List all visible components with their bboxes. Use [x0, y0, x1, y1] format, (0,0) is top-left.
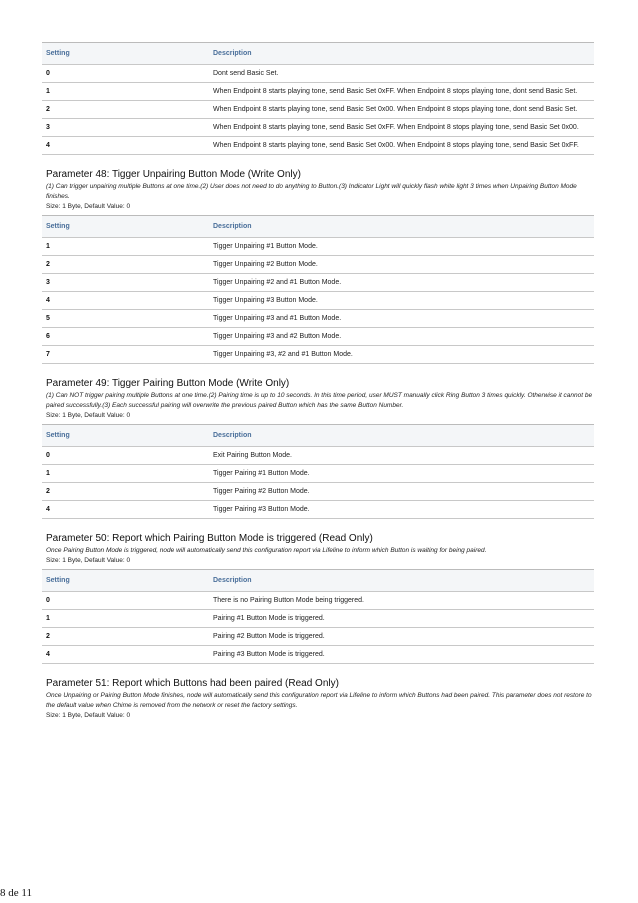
table-settings-parameter-47: [42, 42, 594, 155]
setting-value: 2: [42, 628, 209, 646]
setting-description: Tigger Unpairing #3 Button Mode.: [209, 292, 594, 310]
setting-description: Tigger Unpairing #3 and #2 Button Mode.: [209, 328, 594, 346]
table-settings-parameter-50: [42, 569, 594, 664]
setting-value: 6: [42, 328, 209, 346]
parameter-51-title: Parameter 51: Report which Buttons had been paired (Read Only): [46, 678, 339, 689]
setting-description: Tigger Pairing #3 Button Mode.: [209, 501, 594, 519]
parameter-49-description: (1) Can NOT trigger pairing multiple Buttons at one time.(2) Pairing time is up to 10 seconds. In this time period, user MUST manually click Ring Button 3 times quickly. Otherwise it cannot be paired successfully.(3) Each successful pairing will overwrite the previous paired Button which has the same Button Number.: [46, 392, 593, 409]
setting-value: 7: [42, 346, 209, 364]
table-settings-parameter-49: [42, 424, 594, 519]
table-header-row: [42, 425, 594, 447]
table-row: [42, 119, 594, 137]
setting-description: When Endpoint 8 starts playing tone, send Basic Set 0x00. When Endpoint 8 stops playing tone, send Basic Set 0xFF.: [209, 137, 594, 155]
setting-description: There is no Pairing Button Mode being triggered.: [209, 592, 594, 610]
setting-description: Pairing #2 Button Mode is triggered.: [209, 628, 594, 646]
setting-value: 0: [42, 65, 209, 83]
table-body: [42, 65, 594, 155]
parameter-49-section: [42, 378, 594, 519]
table-row: [42, 256, 594, 274]
parameter-49-size: Size: 1 Byte, Default Value: 0: [46, 412, 131, 419]
table-row: [42, 483, 594, 501]
parameter-50-section: [42, 533, 594, 664]
header-description: Description: [209, 43, 594, 65]
parameter-48-section: [42, 169, 594, 364]
parameter-51-section: [42, 678, 594, 721]
parameter-51-description: Once Unpairing or Pairing Button Mode finishes, node will automatically send this configuration report via Lifeline to inform which Buttons had been paired. This parameter does not restore to the default value when Chime is removed from the network or reset the factory settings.: [46, 692, 592, 709]
parameter-50-description: Once Pairing Button Mode is triggered, node will automatically send this configuration report via Lifeline to inform which Button is waiting for being paired.: [46, 547, 487, 554]
table-row: [42, 65, 594, 83]
setting-value: 2: [42, 101, 209, 119]
table-row: [42, 646, 594, 664]
table-row: [42, 592, 594, 610]
setting-value: 4: [42, 646, 209, 664]
parameter-48-description: (1) Can trigger unpairing multiple Buttons at one time.(2) User does not need to do anything to Button.(3) Indicator Light will quickly flash white light 3 times when Unpairing Button Mode finishes.: [46, 183, 577, 200]
setting-description: When Endpoint 8 starts playing tone, send Basic Set 0xFF. When Endpoint 8 stops playing tone, send Basic Set 0x00.: [209, 119, 594, 137]
header-setting: Setting: [42, 43, 209, 65]
header-description: Description: [209, 216, 594, 238]
setting-value: 1: [42, 465, 209, 483]
table-row: [42, 610, 594, 628]
setting-value: 4: [42, 501, 209, 519]
table-row: [42, 346, 594, 364]
table-header-row: [42, 570, 594, 592]
setting-description: Tigger Unpairing #2 Button Mode.: [209, 256, 594, 274]
setting-description: When Endpoint 8 starts playing tone, send Basic Set 0xFF. When Endpoint 8 stops playing tone, dont send Basic Set.: [209, 83, 594, 101]
setting-value: 3: [42, 119, 209, 137]
table-row: [42, 501, 594, 519]
table-row: [42, 447, 594, 465]
parameter-50-size: Size: 1 Byte, Default Value: 0: [46, 557, 131, 564]
setting-description: Tigger Unpairing #3 and #1 Button Mode.: [209, 310, 594, 328]
table-row: [42, 238, 594, 256]
table-row: [42, 274, 594, 292]
setting-description: Pairing #1 Button Mode is triggered.: [209, 610, 594, 628]
table-row: [42, 101, 594, 119]
table-header-row: [42, 216, 594, 238]
parameter-51-size: Size: 1 Byte, Default Value: 0: [46, 712, 131, 719]
setting-description: Pairing #3 Button Mode is triggered.: [209, 646, 594, 664]
table-row: [42, 328, 594, 346]
table-body: [42, 592, 594, 664]
parameter-48-title: Parameter 48: Tigger Unpairing Button Mode (Write Only): [46, 169, 301, 180]
setting-value: 1: [42, 83, 209, 101]
document-body: [42, 42, 594, 724]
setting-value: 0: [42, 447, 209, 465]
setting-description: Tigger Unpairing #3, #2 and #1 Button Mode.: [209, 346, 594, 364]
setting-description: Tigger Pairing #2 Button Mode.: [209, 483, 594, 501]
header-setting: Setting: [42, 216, 209, 238]
setting-description: Dont send Basic Set.: [209, 65, 594, 83]
setting-description: Tigger Pairing #1 Button Mode.: [209, 465, 594, 483]
table-settings-parameter-48: [42, 215, 594, 364]
table-body: [42, 238, 594, 364]
setting-description: When Endpoint 8 starts playing tone, send Basic Set 0x00. When Endpoint 8 stops playing tone, dont send Basic Set.: [209, 101, 594, 119]
setting-value: 2: [42, 256, 209, 274]
setting-value: 5: [42, 310, 209, 328]
setting-value: 1: [42, 610, 209, 628]
setting-value: 4: [42, 137, 209, 155]
table-row: [42, 628, 594, 646]
setting-value: 0: [42, 592, 209, 610]
table-row: [42, 465, 594, 483]
parameter-48-size: Size: 1 Byte, Default Value: 0: [46, 203, 131, 210]
page-number: 8 de 11: [0, 887, 32, 899]
header-description: Description: [209, 570, 594, 592]
setting-value: 4: [42, 292, 209, 310]
table-row: [42, 292, 594, 310]
setting-value: 3: [42, 274, 209, 292]
header-setting: Setting: [42, 570, 209, 592]
table-row: [42, 310, 594, 328]
setting-description: Tigger Unpairing #1 Button Mode.: [209, 238, 594, 256]
setting-description: Tigger Unpairing #2 and #1 Button Mode.: [209, 274, 594, 292]
header-description: Description: [209, 425, 594, 447]
setting-description: Exit Pairing Button Mode.: [209, 447, 594, 465]
table-row: [42, 137, 594, 155]
table-header-row: [42, 43, 594, 65]
table-body: [42, 447, 594, 519]
parameter-49-title: Parameter 49: Tigger Pairing Button Mode (Write Only): [46, 378, 290, 389]
header-setting: Setting: [42, 425, 209, 447]
setting-value: 1: [42, 238, 209, 256]
setting-value: 2: [42, 483, 209, 501]
table-row: [42, 83, 594, 101]
parameter-50-title: Parameter 50: Report which Pairing Button Mode is triggered (Read Only): [46, 533, 373, 544]
